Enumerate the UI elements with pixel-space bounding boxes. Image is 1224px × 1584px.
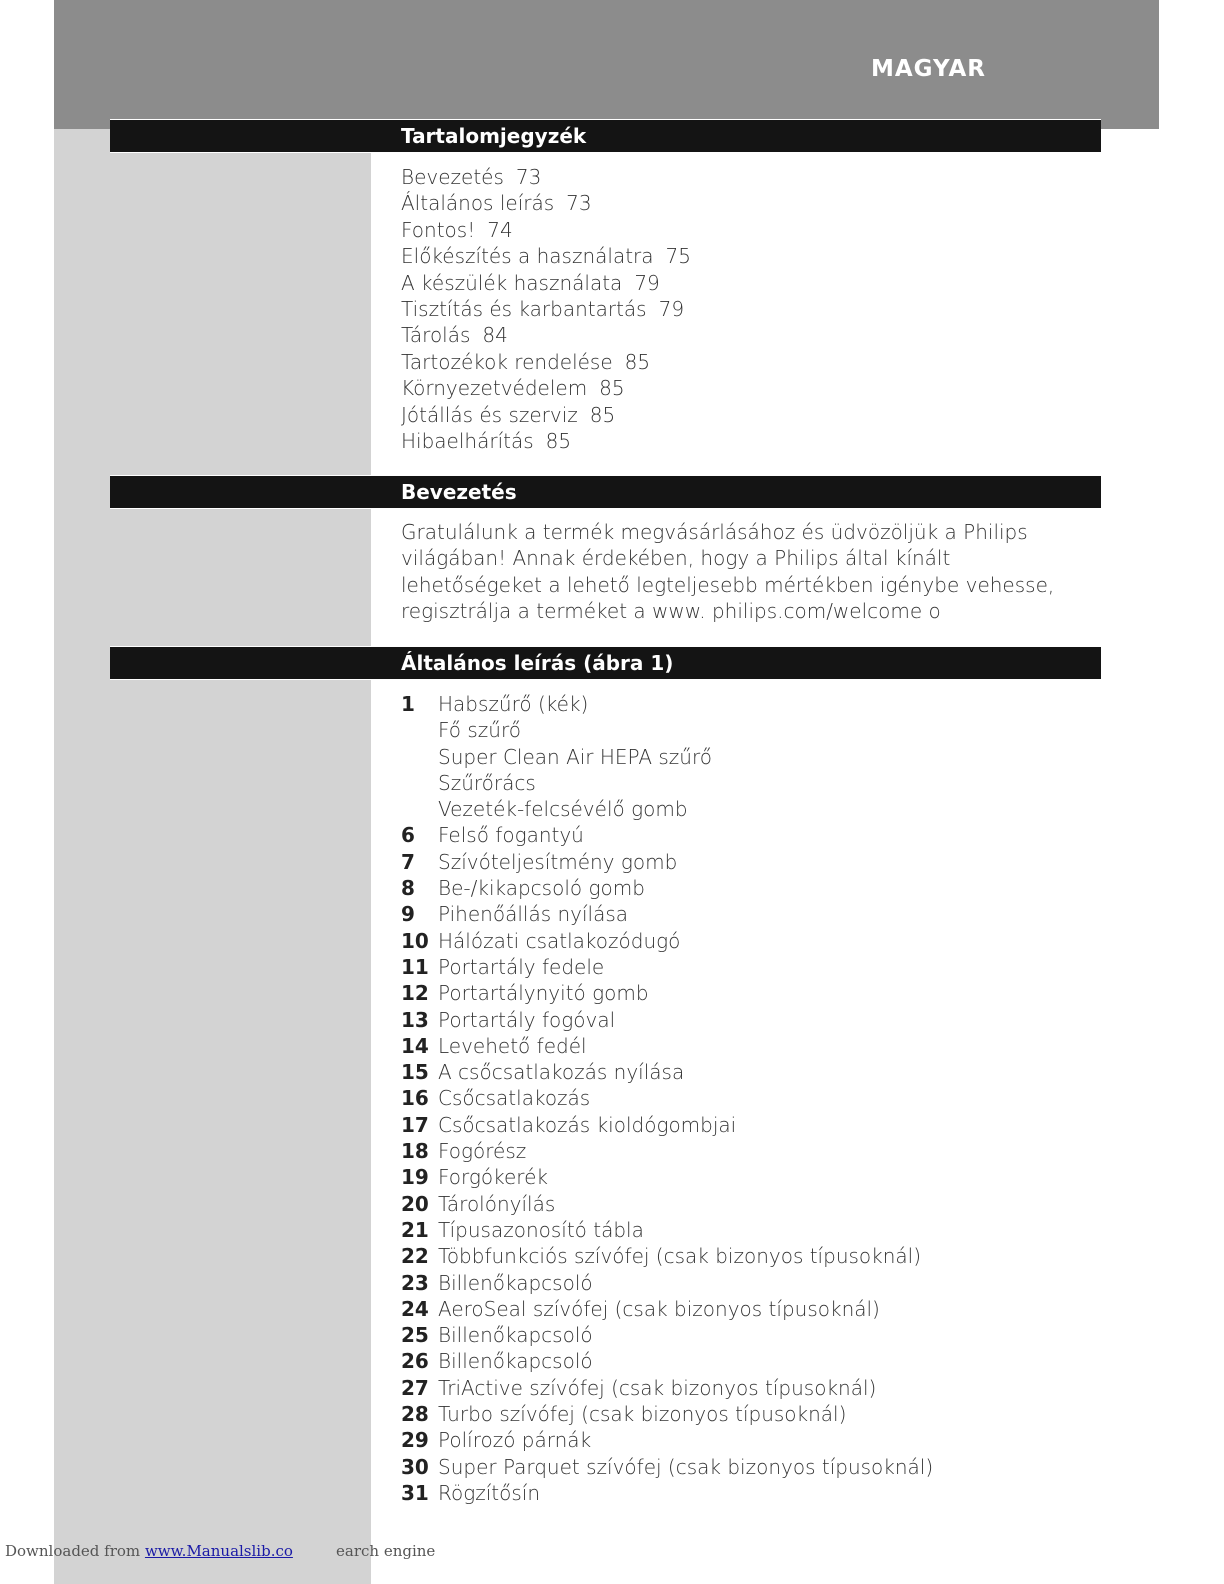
part-label: Típusazonosító tábla: [438, 1217, 644, 1242]
part-item: [401, 1112, 933, 1138]
part-label: Super Parquet szívófej (csak bizonyos típusoknál): [438, 1454, 934, 1479]
toc-item-label: Fontos!: [401, 217, 476, 242]
part-label: Vezeték-felcsévélő gomb: [438, 797, 688, 822]
toc-item-label: A készülék használata: [401, 270, 623, 295]
part-item: [401, 822, 933, 848]
part-item: [401, 1217, 933, 1243]
toc-list: [401, 164, 691, 454]
part-number: 23: [401, 1270, 429, 1295]
part-item: [401, 1164, 933, 1190]
toc-item-label: Tartozékok rendelése: [401, 349, 613, 374]
part-label: TriActive szívófej (csak bizonyos típusoknál): [438, 1375, 877, 1400]
part-label: AeroSeal szívófej (csak bizonyos típusoknál): [438, 1296, 880, 1321]
part-number: 9: [401, 902, 415, 927]
footer-tail: earch engine: [336, 1542, 436, 1560]
part-number: 27: [401, 1375, 429, 1400]
part-label: Billenőkapcsoló: [438, 1349, 593, 1374]
part-label: Super Clean Air HEPA szűrő: [438, 744, 712, 769]
part-item: [401, 901, 933, 927]
part-number: 26: [401, 1349, 429, 1374]
part-item: [401, 1033, 933, 1059]
toc-item-label: Jótállás és szerviz: [401, 402, 578, 427]
toc-item: [401, 190, 691, 216]
toc-item-label: Tisztítás és karbantartás: [401, 296, 647, 321]
part-item: [401, 1375, 933, 1401]
manualslib-link[interactable]: www.Manualslib.co: [144, 1542, 293, 1560]
part-item: [401, 691, 933, 717]
toc-item: [401, 217, 691, 243]
general-title: Általános leírás (ábra 1): [401, 651, 674, 675]
toc-item-page: 85: [599, 376, 625, 401]
toc-item-label: Környezetvédelem: [401, 376, 588, 401]
part-number: 12: [401, 981, 429, 1006]
toc-item: [401, 428, 691, 454]
toc-item-page: 84: [482, 323, 508, 348]
part-number: 24: [401, 1296, 429, 1321]
part-number: 14: [401, 1033, 429, 1058]
part-label: Felső fogantyú: [438, 823, 584, 848]
toc-heading-bar: [110, 119, 1101, 153]
part-label: Habszűrő (kék): [438, 692, 589, 716]
part-number: 25: [401, 1323, 429, 1348]
toc-item-page: 79: [634, 270, 660, 295]
part-number: 18: [401, 1139, 429, 1164]
part-item: [401, 1454, 933, 1480]
part-item: [401, 1191, 933, 1217]
part-number: 28: [401, 1402, 429, 1427]
part-label: Többfunkciós szívófej (csak bizonyos típusoknál): [438, 1244, 922, 1269]
part-number: 17: [401, 1112, 429, 1137]
toc-item: [401, 243, 691, 269]
toc-item: [401, 164, 691, 190]
language-label: MAGYAR: [870, 56, 986, 82]
toc-item: [401, 402, 691, 428]
part-item: [401, 875, 933, 901]
part-number: 16: [401, 1086, 429, 1111]
general-heading-bar: [110, 646, 1101, 680]
part-number: 11: [401, 954, 429, 979]
toc-title: Tartalomjegyzék: [401, 124, 587, 148]
part-label: Pihenőállás nyílása: [438, 902, 629, 927]
part-label: Turbo szívófej (csak bizonyos típusoknál): [438, 1402, 847, 1427]
part-item: [401, 770, 933, 796]
part-item: [401, 980, 933, 1006]
toc-item-page: 75: [665, 244, 691, 269]
part-number: 19: [401, 1165, 429, 1190]
part-item: [401, 1085, 933, 1111]
part-label: Rögzítősín: [438, 1480, 541, 1505]
part-item: [401, 717, 933, 743]
toc-item-page: 85: [545, 428, 572, 453]
part-item: [401, 1270, 933, 1296]
part-number: 31: [401, 1480, 429, 1505]
part-item: [401, 1322, 933, 1348]
part-label: Csőcsatlakozás kioldógombjai: [438, 1112, 737, 1137]
toc-item-page: 85: [624, 349, 651, 374]
toc-item-page: 79: [658, 296, 685, 321]
toc-item-label: Előkészítés a használatra: [401, 244, 654, 269]
toc-item-page: 73: [515, 165, 542, 189]
toc-item-label: Bevezetés: [401, 165, 504, 189]
part-item: [401, 1348, 933, 1374]
intro-heading-bar: [110, 475, 1101, 509]
part-label: Fő szűrő: [438, 718, 521, 743]
footer-prefix: Downloaded from: [5, 1542, 141, 1560]
part-label: Portartály fedele: [438, 954, 605, 979]
part-label: Be-/kikapcsoló gomb: [438, 876, 645, 901]
part-label: Forgókerék: [438, 1165, 548, 1190]
part-number: 7: [401, 849, 415, 874]
part-number: 6: [401, 823, 415, 848]
part-item: [401, 954, 933, 980]
left-margin-band: [54, 129, 371, 1584]
part-label: Levehető fedél: [438, 1033, 587, 1058]
part-label: Portartálynyitó gomb: [438, 981, 649, 1006]
part-item: [401, 1401, 933, 1427]
part-number: 30: [401, 1454, 429, 1479]
part-item: [401, 796, 933, 822]
part-label: Billenőkapcsoló: [438, 1270, 593, 1295]
parts-list: [401, 691, 933, 1506]
part-label: Billenőkapcsoló: [438, 1323, 593, 1348]
toc-item: [401, 375, 691, 401]
part-item: [401, 1007, 933, 1033]
part-number: 21: [401, 1217, 429, 1242]
toc-item: [401, 322, 691, 348]
part-item: [401, 1480, 933, 1506]
part-item: [401, 744, 933, 770]
toc-item-page: 73: [566, 191, 592, 216]
part-item: [401, 1243, 933, 1269]
part-item: [401, 928, 933, 954]
toc-item-label: Általános leírás: [401, 191, 555, 216]
part-label: Szívóteljesítmény gomb: [438, 849, 678, 874]
header-band: [54, 0, 1159, 129]
part-item: [401, 849, 933, 875]
part-label: Portartály fogóval: [438, 1007, 616, 1032]
intro-paragraph: Gratulálunk a termék megvásárlásához és üdvözöljük a Philips világában! Annak érdekében, hogy a Philips által kínált lehetőségeket a lehető legteljesebb mértékben igénybe vehesse, regisztrálja a terméket a www. philips.com/welcome o: [401, 520, 1055, 624]
part-label: Tárolónyílás: [438, 1191, 556, 1216]
part-item: [401, 1059, 933, 1085]
toc-item: [401, 349, 691, 375]
part-number: 8: [401, 876, 415, 901]
toc-item-page: 74: [487, 217, 513, 242]
part-number: 22: [401, 1244, 429, 1269]
part-number: 20: [401, 1191, 429, 1216]
part-number: 10: [401, 928, 429, 953]
part-item: [401, 1296, 933, 1322]
part-label: Polírozó párnák: [438, 1428, 592, 1453]
toc-item-page: 85: [589, 402, 616, 427]
part-item: [401, 1138, 933, 1164]
toc-item: [401, 296, 691, 322]
part-label: Csőcsatlakozás: [438, 1086, 591, 1111]
part-label: A csőcsatlakozás nyílása: [438, 1060, 685, 1085]
part-number: 29: [401, 1428, 429, 1453]
part-number: 1: [401, 692, 415, 716]
part-number: 15: [401, 1060, 429, 1085]
toc-item: [401, 270, 691, 296]
toc-item-label: Tárolás: [401, 323, 471, 348]
intro-title: Bevezetés: [401, 480, 517, 504]
part-item: [401, 1427, 933, 1453]
toc-item-label: Hibaelhárítás: [401, 428, 534, 453]
part-label: Hálózati csatlakozódugó: [438, 928, 681, 953]
part-number: 13: [401, 1007, 429, 1032]
part-label: Szűrőrács: [438, 770, 536, 795]
part-label: Fogórész: [438, 1139, 527, 1164]
download-footer: [5, 1542, 436, 1560]
